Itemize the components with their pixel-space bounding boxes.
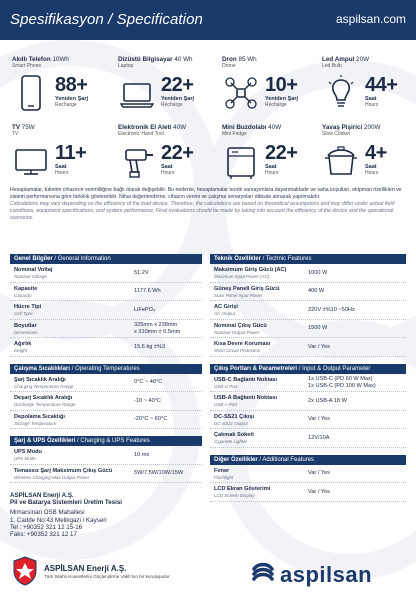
spec-value: -20°C ~ 60°C bbox=[134, 416, 168, 423]
spec-label: USB-C Bağlantı Noktası bbox=[214, 376, 278, 383]
fax-number: Faks: +90352 321 12 17 bbox=[10, 531, 77, 539]
disclaimer-tr: Hesaplamalar, tüketim cihazının verimliliğine bağlı olarak değişebilir. Bu nedenle, hesaplamalar teorik varsayımlara dayanmaktadır ve saha koşulları, ekipman özellikleri ve sistem performansına göre farklılık gösterebilir. Nihai değerlendirme, cihazın verimi ve çalışma senaryoları dikkate alınarak yapılmalıdır. bbox=[10, 187, 402, 200]
device-name: Akıllı Telefon 10Wh bbox=[12, 56, 69, 63]
phone-number: Tel : +90352 321 12 15-16 bbox=[10, 523, 83, 531]
spec-label-en: Dimensions bbox=[14, 329, 38, 335]
spec-label: Çakmak Soketi bbox=[214, 432, 254, 438]
spec-table-header: Çıkış Portları & Parametreleri / Input & Output Parameter bbox=[210, 364, 406, 374]
device-power: 40W bbox=[266, 124, 282, 131]
device-runtime-unit: Yeniden Şarj bbox=[161, 96, 195, 102]
spec-row bbox=[10, 264, 202, 283]
spec-value: 15.6 kg ±%3 bbox=[134, 343, 166, 350]
spec-table bbox=[210, 455, 406, 502]
device-name: Dron 85 Wh bbox=[222, 56, 257, 63]
spec-table-header: Diğer Özellikler / Additional Features bbox=[210, 455, 406, 465]
spec-label: Nominal Çıkış Gücü bbox=[214, 322, 267, 329]
spec-label: Temassız Şarj Maksimum Çıkış Gücü bbox=[14, 467, 113, 474]
spec-row bbox=[10, 446, 202, 465]
spec-table-header: Genel Bilgiler / General Information bbox=[10, 254, 202, 264]
cooker-icon bbox=[324, 142, 358, 182]
device-name-en: Led Bulb bbox=[322, 63, 342, 69]
spec-label-en: Short Circuit Protection bbox=[214, 348, 261, 353]
address-line-1: Mimarsinan OSB Mahallesi bbox=[10, 509, 85, 517]
spec-value: 10 ms bbox=[134, 451, 150, 458]
device-name: Led Ampul 20W bbox=[322, 56, 370, 63]
spec-row bbox=[210, 338, 406, 357]
spec-label-en: weight bbox=[14, 348, 28, 353]
spec-label-en: Nominal Voltage bbox=[14, 274, 47, 279]
device-card bbox=[322, 56, 416, 126]
spec-value: Var / Yes bbox=[308, 470, 330, 477]
device-runtime-unit: Yeniden Şarj bbox=[55, 96, 89, 102]
spec-label: DC-SS21 Çıkışı bbox=[214, 413, 255, 420]
spec-label: Depolama Sıcaklığı bbox=[14, 413, 65, 420]
page-title: Spesifikasyon / Specification bbox=[10, 11, 203, 28]
shield-logo-icon bbox=[12, 556, 38, 586]
device-runtime-unit: Saat bbox=[365, 164, 377, 170]
device-card bbox=[118, 124, 218, 194]
device-runtime-unit: Saat bbox=[55, 164, 67, 170]
spec-label-en: Solar Panel Input Power bbox=[214, 292, 263, 298]
spec-label-en: Cigarette Lighter bbox=[214, 439, 248, 444]
device-runtime-value: 4+ bbox=[365, 142, 387, 164]
device-runtime-unit-en: Hours bbox=[365, 102, 379, 108]
device-power: 75W bbox=[20, 124, 35, 131]
device-name-en: Smart Phone bbox=[12, 63, 42, 69]
contact-block bbox=[10, 492, 210, 538]
spec-label: Maksimum Giriş Gücü (AC) bbox=[214, 267, 287, 273]
spec-label-en: Charging Temperature Range bbox=[14, 383, 74, 389]
spec-value: 1500 W bbox=[308, 325, 328, 332]
spec-label: AC Girişi bbox=[214, 304, 238, 310]
spec-label: Ağırlık bbox=[14, 341, 32, 347]
device-runtime-value: 44+ bbox=[365, 74, 398, 96]
spec-table bbox=[10, 364, 202, 430]
spec-value: -10 ~ 40°C bbox=[134, 397, 161, 404]
spec-row bbox=[10, 411, 202, 430]
spec-row bbox=[210, 301, 406, 320]
header-bar bbox=[0, 0, 416, 40]
spec-label-en: AC Output bbox=[214, 311, 236, 316]
spec-label-en: Storage Temperature bbox=[14, 420, 57, 426]
tv-icon bbox=[14, 142, 48, 182]
spec-row bbox=[10, 465, 202, 484]
aspilsan-wordmark: aspilsan bbox=[280, 562, 373, 587]
device-runtime-unit: Saat bbox=[365, 96, 377, 102]
device-runtime-unit-en: Recharge bbox=[265, 102, 287, 108]
drill-icon bbox=[120, 142, 154, 182]
bulb-icon bbox=[324, 74, 358, 114]
device-name: Dizüstü Bilgisayar 40 Wh bbox=[118, 56, 193, 63]
footer-tagline: Türk Silahlı Kuvvetlerini Güçlendirme Vakfı'nın bir kuruluşudur. bbox=[44, 574, 171, 579]
spec-table-header: Şarj & UPS Özellikleri / Charging & UPS Features bbox=[10, 436, 202, 446]
spec-row bbox=[210, 429, 406, 448]
spec-table-header: Teknik Özellikler / Technic Features bbox=[210, 254, 406, 264]
spec-value: Var / Yes bbox=[308, 488, 330, 495]
spec-row bbox=[210, 320, 406, 339]
footer-foundation bbox=[10, 556, 210, 586]
spec-row bbox=[210, 283, 406, 302]
spec-row bbox=[210, 483, 406, 502]
laptop-icon bbox=[120, 74, 154, 114]
spec-label-en: Discharge Temperature Range bbox=[14, 402, 76, 407]
device-runtime-unit: Saat bbox=[265, 164, 277, 170]
device-power: 40W bbox=[171, 124, 187, 131]
spec-value: 0°C ~ 40°C bbox=[134, 379, 163, 386]
device-runtime-unit-en: Hours bbox=[265, 170, 279, 176]
spec-label-en: Nominal Output Power bbox=[214, 329, 260, 335]
device-power: 40 Wh bbox=[172, 56, 193, 63]
spec-value: 1000 W bbox=[308, 269, 328, 276]
spec-label: Kısa Devre Koruması bbox=[214, 341, 271, 347]
spec-row bbox=[210, 392, 406, 411]
spec-label-en: USB-A Port bbox=[214, 402, 238, 407]
device-runtime-unit-en: Hours bbox=[55, 170, 69, 176]
device-runtime-unit-en: Hours bbox=[365, 170, 379, 176]
fridge-icon bbox=[224, 142, 258, 182]
spec-row bbox=[10, 374, 202, 393]
device-runtime-value: 22+ bbox=[161, 74, 194, 96]
device-runtime-unit-en: Recharge bbox=[55, 102, 77, 108]
device-runtime-value: 11+ bbox=[55, 142, 87, 164]
device-name-en: Electronic Hand Tool bbox=[118, 131, 164, 137]
spec-row bbox=[210, 465, 406, 484]
spec-label-en: DC-SS21 Output bbox=[214, 420, 248, 426]
device-card bbox=[118, 56, 218, 126]
company-name: ASPİLSAN Enerji A.Ş. bbox=[10, 492, 74, 499]
device-name: Yavaş Pişirici 200W bbox=[322, 124, 381, 131]
device-runtime-unit-en: Hours bbox=[161, 170, 175, 176]
drone-icon bbox=[224, 74, 258, 114]
device-runtime-value: 22+ bbox=[161, 142, 194, 164]
spec-label: USB-A Bağlantı Noktası bbox=[214, 395, 277, 401]
spec-label-en: USB-C Port bbox=[214, 383, 238, 389]
device-card bbox=[12, 124, 112, 194]
spec-row bbox=[10, 338, 202, 357]
device-runtime-value: 88+ bbox=[55, 74, 88, 96]
spec-value: Var / Yes bbox=[308, 416, 330, 423]
spec-row bbox=[210, 411, 406, 430]
spec-label: Kapasite bbox=[14, 285, 38, 292]
device-name-en: Mini Fridge bbox=[222, 131, 247, 137]
spec-value: LiFePO₄ bbox=[134, 306, 156, 313]
background-arc bbox=[220, 320, 416, 580]
device-runtime-value: 22+ bbox=[265, 142, 298, 164]
spec-label-en: Flashlight bbox=[214, 474, 234, 480]
spec-label: LCD Ekran Gösterimi bbox=[214, 486, 271, 492]
device-name-en: TV bbox=[12, 131, 19, 137]
spec-label-en: LCD Screen Display bbox=[214, 493, 255, 498]
spec-label-en: UPS Mode bbox=[14, 456, 36, 461]
spec-label-en: Wireless Charging Max Output Power bbox=[14, 474, 90, 480]
spec-value: 12V/10A bbox=[308, 434, 330, 441]
footer-brand: ASPİLSAN Enerji A.Ş. bbox=[44, 564, 127, 573]
device-power: 85 Wh bbox=[236, 56, 257, 63]
spec-row bbox=[10, 320, 202, 339]
spec-value: 400 W bbox=[308, 288, 325, 295]
spec-row bbox=[10, 283, 202, 302]
spec-label-en: Maximum Input Power (AC) bbox=[214, 274, 270, 279]
spec-table bbox=[10, 254, 202, 357]
spec-row bbox=[10, 392, 202, 411]
smartphone-icon bbox=[14, 74, 48, 114]
spec-table bbox=[210, 254, 406, 357]
device-power: 200W bbox=[362, 124, 381, 131]
spec-table bbox=[10, 436, 202, 483]
spec-value: 220V ±%10 ~50Hz bbox=[308, 306, 355, 313]
spec-value: 325mm x 238mm x 310mm ± 0.5mm bbox=[134, 322, 181, 335]
device-name: Elektronik El Aleti 40W bbox=[118, 124, 187, 131]
spec-row bbox=[210, 374, 406, 393]
spec-value: Var / Yes bbox=[308, 343, 330, 350]
spec-label: Nominal Voltaj bbox=[14, 267, 53, 273]
device-name-en: Laptop bbox=[118, 63, 134, 69]
device-power: 20W bbox=[354, 56, 370, 63]
device-card bbox=[12, 56, 112, 126]
spec-value: 1x USB-C (PD 60 W Max) 1x USB-C (PD 100 W Max) bbox=[308, 376, 376, 389]
disclaimer bbox=[10, 187, 408, 222]
spec-table bbox=[210, 364, 406, 448]
spec-row bbox=[10, 301, 202, 320]
aspilsan-logo-icon bbox=[250, 561, 276, 587]
address-line-2: 1. Cadde No:43 Melikgazi / Kayseri bbox=[10, 516, 107, 524]
spec-label: Şarj Sıcaklık Aralığı bbox=[14, 376, 66, 383]
spec-value: 1177.6 Wh bbox=[134, 288, 161, 295]
spec-label: Boyutlar bbox=[14, 322, 37, 329]
company-description: Pil ve Batarya Sistemleri Üretim Tesisi bbox=[10, 499, 123, 507]
device-name-en: Slow Cooker bbox=[322, 131, 351, 137]
spec-label-en: Capacity bbox=[14, 292, 32, 298]
spec-label-en: Cell Type bbox=[14, 311, 33, 316]
disclaimer-en: Calculations may vary depending on the efficiency of the load device. Therefore, the calculations are based on theoretical assumptions and may differ under actual field conditions, equipment specifications, and system performance. Final evaluations should be made by taking into account the efficiency of the device and the operational scenarios. bbox=[10, 201, 395, 221]
spec-label: UPS Modu bbox=[14, 449, 42, 455]
device-card bbox=[222, 56, 322, 126]
device-runtime-unit-en: Recharge bbox=[161, 102, 183, 108]
device-card bbox=[222, 124, 322, 194]
device-power: 10Wh bbox=[50, 56, 69, 63]
device-card bbox=[322, 124, 416, 194]
device-runtime-unit: Saat bbox=[161, 164, 173, 170]
spec-label: Güneş Paneli Giriş Gücü bbox=[214, 285, 280, 292]
spec-value: 2x USB-A 18 W bbox=[308, 397, 347, 404]
spec-label: Fener bbox=[214, 467, 230, 474]
spec-value: 51.2V bbox=[134, 269, 149, 276]
device-name: Mini Buzdolabı 40W bbox=[222, 124, 282, 131]
device-runtime-unit: Yeniden Şarj bbox=[265, 96, 299, 102]
device-name-en: Drone bbox=[222, 63, 236, 69]
website-link[interactable]: aspilsan.com bbox=[335, 12, 406, 26]
spec-label: Deşarj Sıcaklık Aralığı bbox=[14, 395, 73, 401]
spec-row bbox=[210, 264, 406, 283]
device-name: TV 75W bbox=[12, 124, 35, 131]
spec-value: 5W/7.5W/10W/15W bbox=[134, 470, 184, 477]
device-runtime-value: 10+ bbox=[265, 74, 298, 96]
spec-table-header: Çalışma Sıcaklıkları / Operating Temperatures bbox=[10, 364, 202, 374]
spec-label: Hücre Tipi bbox=[14, 304, 42, 310]
